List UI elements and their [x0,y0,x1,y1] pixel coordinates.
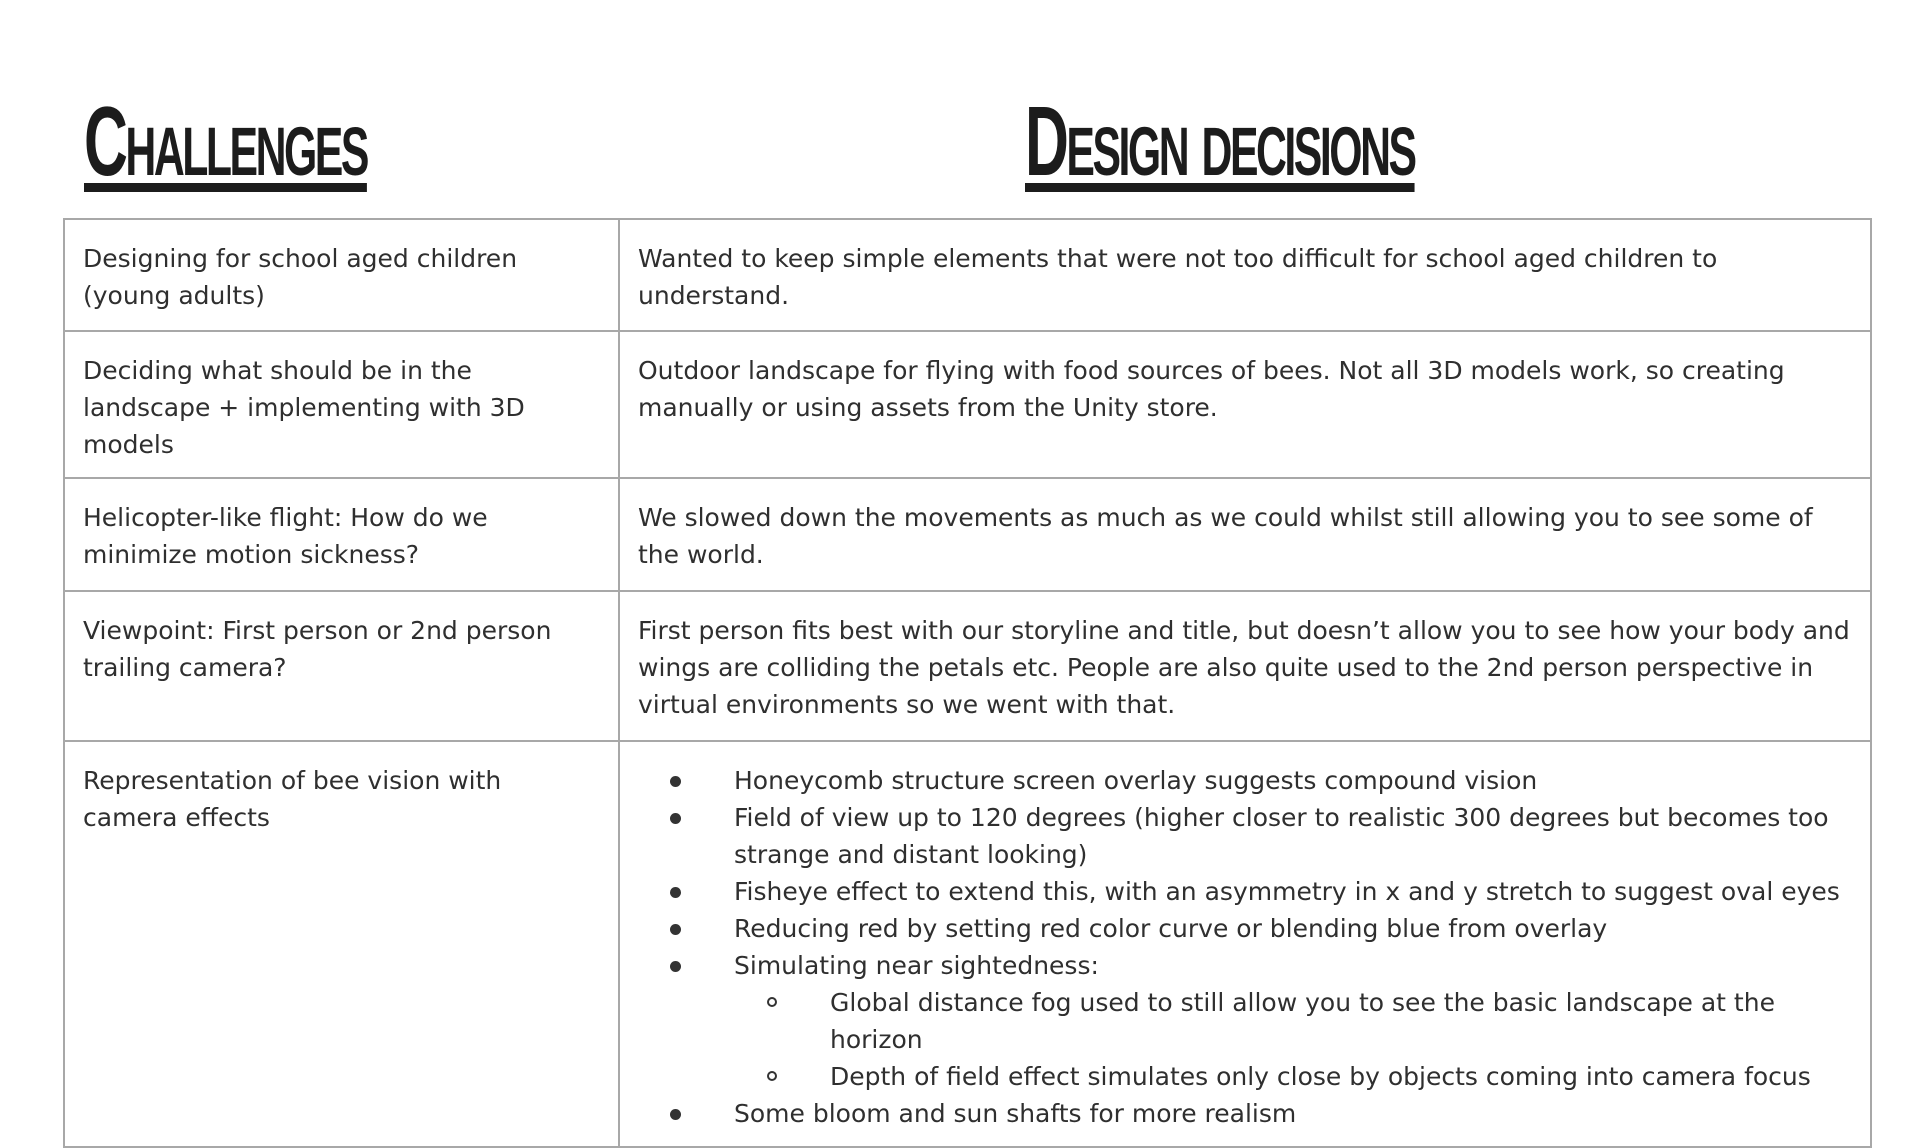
bullet-text: Reducing red by setting red color curve or blending blue from overlay [734,914,1608,943]
table-row [64,219,1871,331]
bullet-text: Some bloom and sun shafts for more realism [734,1099,1297,1128]
challenge-cell: Designing for school aged children (young adults) [64,219,619,331]
decision-cell [619,741,1871,1147]
bullet-item [638,947,1852,1095]
challenges-decisions-table [63,218,1872,1148]
bullet-item [638,1095,1852,1132]
bullet-item [638,873,1852,910]
bullet-item [638,910,1852,947]
near-sightedness-sub-list [734,984,1852,1095]
bullet-text: Field of view up to 120 degrees (higher closer to realistic 300 degrees but becomes too strange and distant looking) [734,803,1829,869]
bee-vision-bullet-list [638,762,1852,1132]
challenge-cell: Representation of bee vision with camera effects [64,741,619,1147]
challenge-cell: Helicopter-like flight: How do we minimize motion sickness? [64,478,619,591]
decision-cell: Outdoor landscape for flying with food sources of bees. Not all 3D models work, so creating manually or using assets from the Unity store. [619,331,1871,478]
table-row [64,741,1871,1147]
decision-cell: Wanted to keep simple elements that were not too difficult for school aged children to understand. [619,219,1871,331]
challenges-heading: Challenges [84,86,367,196]
challenge-cell: Viewpoint: First person or 2nd person trailing camera? [64,591,619,741]
bullet-item [638,762,1852,799]
table-row [64,591,1871,741]
table-row [64,478,1871,591]
challenge-cell: Deciding what should be in the landscape + implementing with 3D models [64,331,619,478]
design-decisions-heading: Design decisions [1025,86,1415,196]
sub-bullet-text: Global distance fog used to still allow you to see the basic landscape at the horizon [830,988,1775,1054]
table-row [64,331,1871,478]
sub-bullet-text: Depth of field effect simulates only close by objects coming into camera focus [830,1062,1811,1091]
sub-bullet-item [734,1058,1852,1095]
decision-cell: First person fits best with our storyline and title, but doesn’t allow you to see how your body and wings are colliding the petals etc. People are also quite used to the 2nd person perspective in virtual environments so we went with that. [619,591,1871,741]
decision-cell: We slowed down the movements as much as we could whilst still allowing you to see some of the world. [619,478,1871,591]
bullet-text: Simulating near sightedness: [734,951,1099,980]
bullet-text: Honeycomb structure screen overlay suggests compound vision [734,766,1538,795]
bullet-text: Fisheye effect to extend this, with an asymmetry in x and y stretch to suggest oval eyes [734,877,1840,906]
bullet-item [638,799,1852,873]
sub-bullet-item [734,984,1852,1058]
